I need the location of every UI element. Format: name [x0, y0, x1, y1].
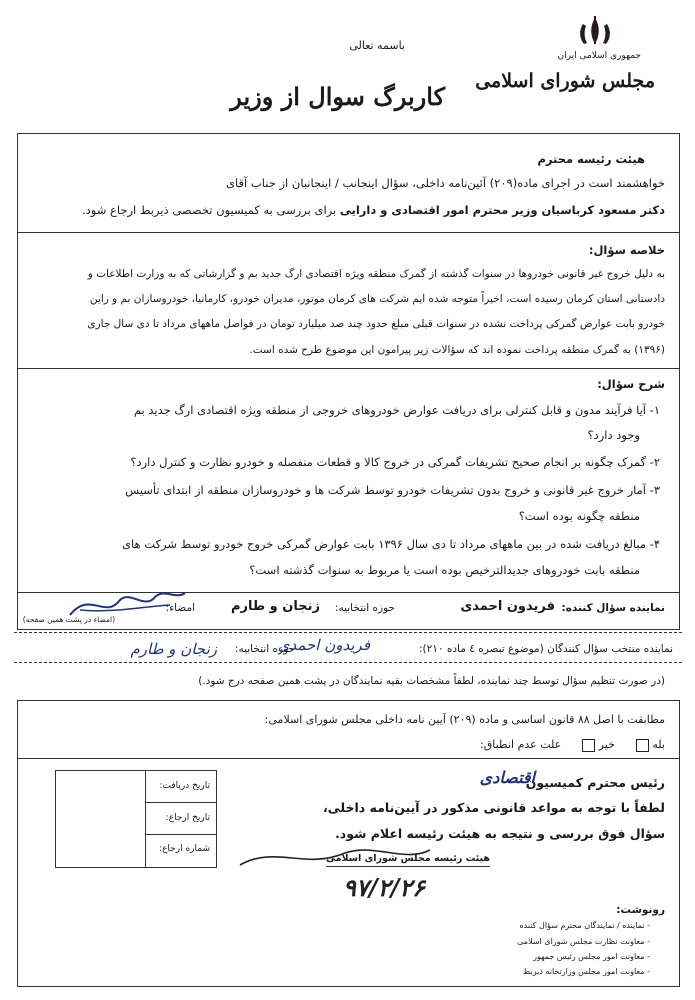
signature-scribble [60, 585, 190, 625]
divider-intro [17, 232, 680, 233]
summary-line-3: خودرو بابت عوارض گمرکی پرداخت نشده در سنوات قبلی مبلغ حدود چند صد میلیارد تومان در فواصل ماههای مرداد تا دی سال جاری [87, 318, 665, 330]
tracking-received-date: تاریخ دریافت: [159, 781, 210, 791]
cc-item-1: - نماینده / نمایندگان محترم سؤال کننده [519, 921, 650, 930]
selected-rep-handwritten-constituency: زنجان و طارم [130, 640, 217, 658]
commission-heading: رئیس محترم کمیسیون [525, 775, 665, 790]
summary-line-4: (۱۳۹۶) به گمرک منطقه پرداخت نموده اند که سؤالات زیر پیرامون این موضوع طرح شده است. [249, 344, 665, 356]
cc-item-3: - معاونت امور مجلس رئیس جمهور [533, 952, 650, 961]
no-checkbox[interactable] [582, 739, 595, 752]
approval-date: ۹۷/۲/۲۶ [343, 873, 425, 902]
cc-item-4: - معاونت امور مجلس وزارتخانه ذیربط [522, 967, 650, 976]
question-4b: منطقه بابت خودروهای جدیدالترخیص بوده است یا مربوط به سنوات گذشته است؟ [249, 563, 640, 577]
question-1b: وجود دارد؟ [587, 428, 640, 442]
constituency-value: زنجان و طارم [231, 599, 320, 614]
question-2: ۲- گمرک چگونه بر انجام صحیح تشریفات گمرکی در خروج کالا و قطعات منفصله و خودرو نظارت و کنترل دارد؟ [130, 455, 660, 469]
commission-handwritten: اقتصادی [479, 768, 535, 787]
cc-item-2: - معاونت نظارت مجلس شورای اسلامی [517, 937, 650, 946]
selected-rep-constituency-label: حوزه انتخابیه: [234, 643, 295, 655]
question-1a: ۱- آیا فرآیند مدون و قابل کنترلی برای دریافت عوارض خودروهای خروجی از منطقه ویژه اقتصادی ارگ جدید بم [133, 403, 660, 417]
no-label: خیر [598, 738, 615, 751]
tracking-divider-2 [145, 834, 216, 835]
emblem-country: جمهوری اسلامی ایران [557, 51, 641, 61]
presidium-stamp: هیئت رئیسه مجلس شورای اسلامی [326, 851, 490, 867]
yes-checkbox[interactable] [636, 739, 649, 752]
tracking-divider-vertical [145, 770, 146, 867]
divider-compliance [17, 758, 680, 759]
constituency-label: حوزه انتخابیه: [334, 602, 395, 614]
compliance-text: مطابقت با اصل ۸۸ قانون اساسی و ماده (۲۰۹) آیین نامه داخلی مجلس شورای اسلامی: [264, 713, 665, 726]
summary-line-2: دادستانی استان کرمان رسیده است، اخیراً متوجه شده ایم شرکت های کرمان موتور، مدیران خودرو، کارمانیا، خودروسازان بم و راین [89, 293, 665, 305]
minister-name: دکتر مسعود کرباسیان وزیر محترم امور اقتصادی و دارایی [339, 203, 665, 217]
tracking-referral-date: تاریخ ارجاع: [165, 813, 210, 823]
emblem-logo [475, 10, 655, 110]
rep-label: نماینده سؤال کننده: [561, 602, 665, 614]
divider-summary [17, 368, 680, 369]
selected-rep-handwritten-name: فریدون احمدی [277, 636, 370, 654]
commission-line-1: لطفاً با توجه به مواعد قانونی مذکور در آیین‌نامه داخلی، [323, 800, 665, 815]
salutation: هیئت رئیسه محترم [537, 152, 645, 166]
dashed-bottom [14, 662, 682, 663]
signature-label: امضاء: [165, 602, 195, 614]
description-heading: شرح سؤال: [597, 377, 665, 391]
question-3a: ۳- آمار خروج غیر قانونی و خروج بدون تشریفات خودرو توسط شرکت ها و خودروسازان منطقه از ابتدای تأسیس [125, 483, 660, 497]
selected-rep-label: نماینده منتخب سؤال کنندگان (موضوع تبصره ٤ ماده ۲۱۰): [418, 643, 673, 655]
intro-line-2-rest: برای بررسی به کمیسیون تخصصی ذیربط ارجاع شود. [82, 203, 340, 217]
dashed-top [14, 632, 682, 633]
form-title: کاربرگ سوال از وزیر [230, 82, 445, 111]
question-4a: ۴- مبالغ دریافت شده در بین ماههای مرداد تا دی سال ۱۳۹۶ بابت عوارض گمرکی خروج خودرو توسط شرکت های [122, 537, 660, 551]
stamp-signature [235, 835, 435, 875]
summary-heading: خلاصه سؤال: [588, 243, 665, 257]
cc-heading: رونوشت: [616, 904, 665, 916]
summary-line-1: به دلیل خروج غیر قانونی خودروها در سنوات گذشته از گمرک منطقه ویژه اقتصادی ارگ جدید بم و گزارشاتی که به وزارت اطلاعات و [87, 268, 665, 280]
yes-label: بله [652, 738, 665, 751]
signature-note: (امضاء در پشت همین صفحه) [22, 615, 115, 624]
mismatch-reason-label: علت عدم انطباق: [480, 738, 562, 751]
commission-line-2: سؤال فوق بررسی و نتیجه به هیئت رئیسه اعلام شود. [335, 826, 665, 841]
multi-rep-note: (در صورت تنظیم سؤال توسط چند نماینده، لطفاً مشخصات بقیه نمایندگان در پشت همین صفحه درج شود.) [198, 675, 665, 687]
question-3b: منطقه چگونه بوده است؟ [518, 509, 640, 523]
basmala: باسمه تعالی [349, 39, 405, 52]
compliance-options [480, 737, 665, 752]
tracking-divider-1 [145, 802, 216, 803]
tracking-referral-number: شماره ارجاع: [159, 844, 210, 854]
emblem-org: مجلس شورای اسلامی [475, 70, 655, 92]
intro-line-2 [25, 203, 665, 218]
rep-name: فریدون احمدی [460, 599, 555, 614]
intro-line-1: خواهشمند است در اجرای ماده(۲۰۹) آئین‌نامه داخلی، سؤال اینجانب / اینجانبان از جناب آقای [226, 176, 665, 190]
